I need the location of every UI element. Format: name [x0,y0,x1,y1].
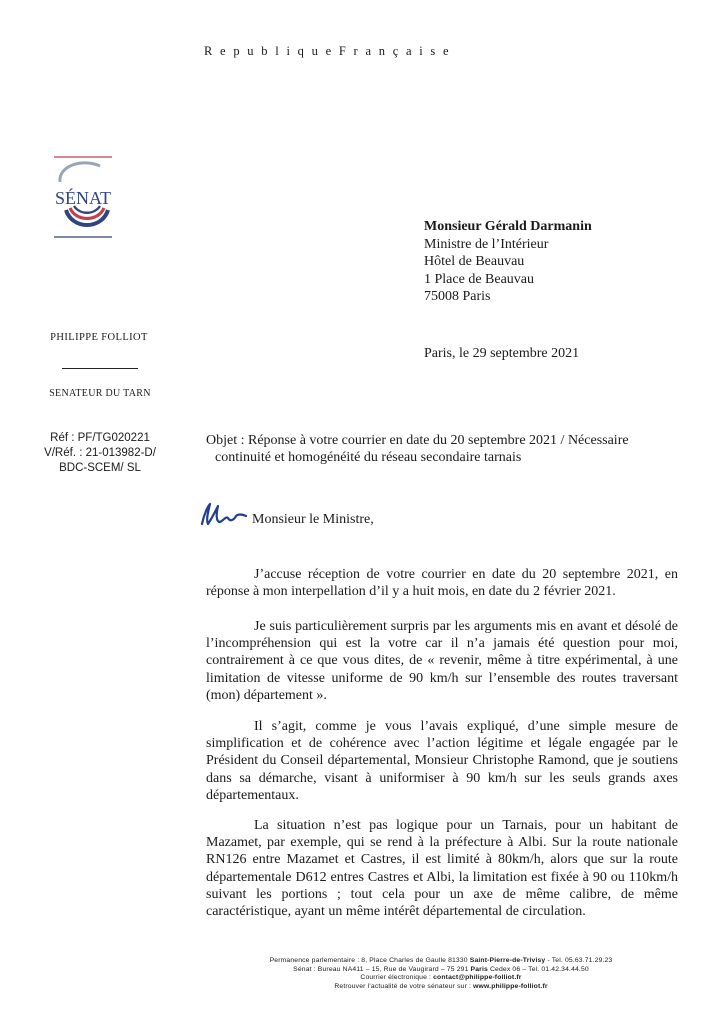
sender-title: SENATEUR DU TARN [49,388,151,399]
footer-line-email: Courrier électronique : contact@philippe-folliot.fr [360,974,522,982]
republique-francaise-header: R e p u b l i q u e F r a n ç a i s e [204,44,449,58]
body-paragraph: Il s’agit, comme je vous l’avais expliqué, d’une simple mesure de simplification et de cohérence avec l’action légitime et légale engagée par le Président du Conseil départemental, Monsieur Christophe Ramond, que je soutiens dans sa démarche, visant à uniformiser à 90 km/h sur les seuls grands axes départementaux. [206,719,678,803]
letter-footer [206,957,676,991]
recipient-name: Monsieur Gérald Darmanin [424,219,592,234]
footer-line-website: Retrouver l’actualité de votre sénateur sur : www.philippe-folliot.fr [334,982,548,990]
footer-website-link[interactable]: www.philippe-folliot.fr [473,982,548,990]
recipient-line: Ministre de l’Intérieur [424,236,549,252]
recipient-address [424,218,592,306]
footer-email-link[interactable]: contact@philippe-folliot.fr [433,974,522,982]
senat-logo [44,154,122,240]
handwritten-initials [196,500,252,530]
subject-line: Objet : Réponse à votre courrier en date du 20 septembre 2021 / Nécessaire [206,433,629,448]
body-paragraph: La situation n’est pas logique pour un Tarnais, pour un habitant de Mazamet, par exemple, qui se rend à la préfecture à Albi. Sur la route nationale RN126 entre Mazamet et Castres, il est limité à 80km/h, alors que sur la route départementale D612 entres Castres et Albi, la limitation est fixée à 90 ou 110km/h suivant les portions ; tout cela pour un axe de même calibre, de même caractéristique, ayant un même intérêt départemental de circulation. [206,818,678,920]
svg-text:SÉNAT: SÉNAT [54,188,112,208]
subject-line: continuité et homogénéité du réseau secondaire tarnais [215,450,522,465]
body-paragraph: J’accuse réception de votre courrier en date du 20 septembre 2021, en réponse à mon interpellation d’il y a huit mois, en date du 2 février 2021. [206,567,678,600]
recipient-line: 1 Place de Beauvau [424,271,535,287]
footer-line-senat: Sénat : Bureau NA411 – 15, Rue de Vaugirard – 75 291 Paris Cedex 06 – Tel. 01.42.34.44.50 [293,965,589,973]
recipient-line: Hôtel de Beauvau [424,254,525,269]
footer-line-permanence: Permanence parlementaire : 8, Place Charles de Gaulle 81330 Saint-Pierre-de-Trivisy - Tel. 05.63.71.29.23 [269,957,613,964]
sender-name: PHILIPPE FOLLIOT [50,332,148,343]
reference-line: V/Réf. : 21-013982-D/ [44,447,156,459]
letter-date: Paris, le 29 septembre 2021 [424,346,580,361]
sender-divider [62,368,138,369]
reference-line: BDC-SCEM/ SL [59,462,141,474]
recipient-line: 75008 Paris [424,289,491,304]
body-paragraph: Je suis particulièrement surpris par les arguments mis en avant et désolé de l’incompréhension qui est la votre car il n’a jamais été question pour moi, contrairement à ce que vous dites, de « revenir, même à titre expérimental, à une limitation de vitesse uniforme de 90 km/h sur l’ensemble des routes traversant (mon) département ». [206,619,678,703]
reference-block [32,431,168,476]
letter-subject [206,432,676,466]
salutation: Monsieur le Ministre, [252,512,374,527]
reference-line: Réf : PF/TG020221 [50,432,150,444]
